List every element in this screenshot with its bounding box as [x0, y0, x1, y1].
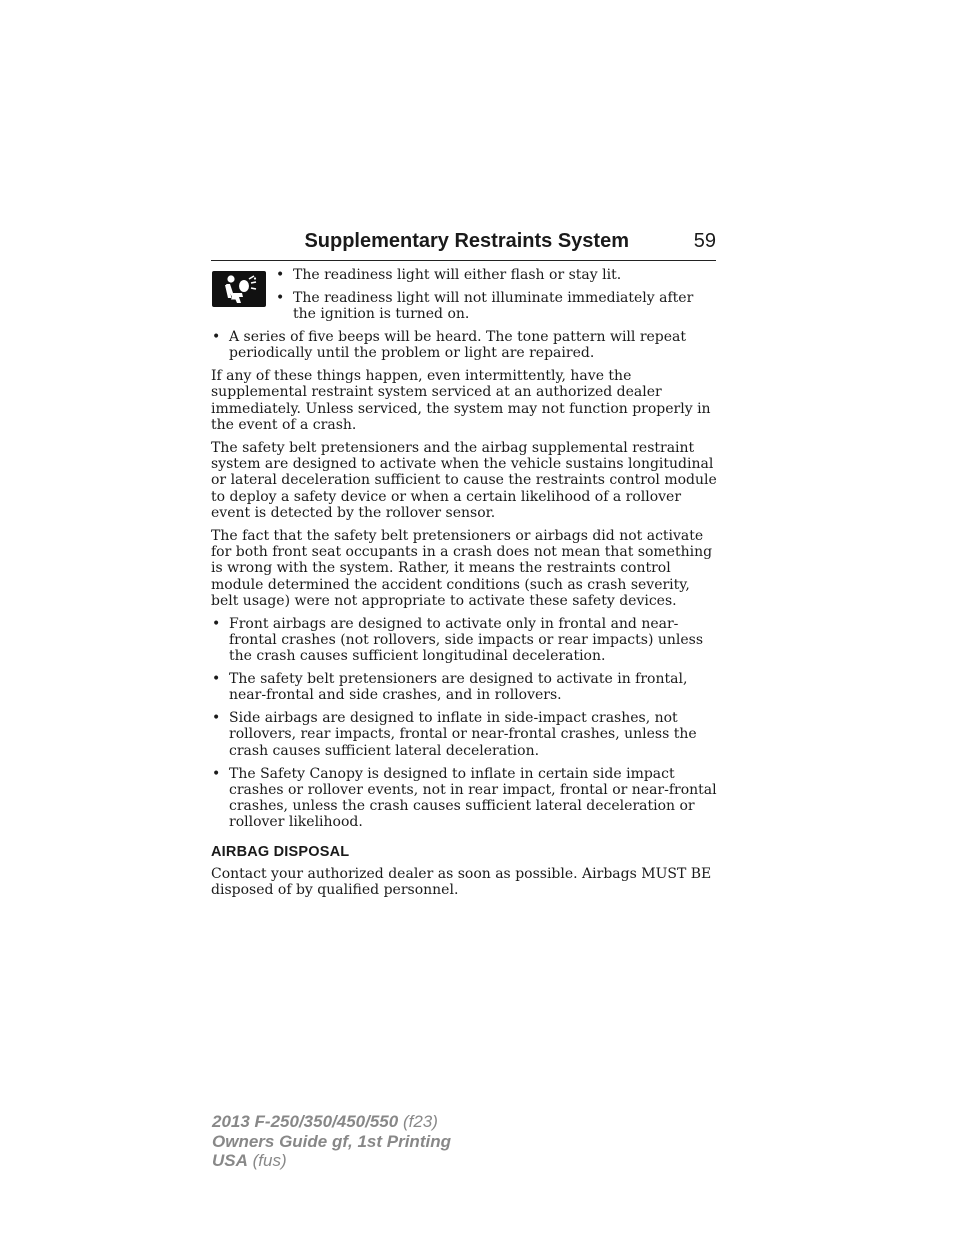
footer-guide: Owners Guide gf, 1st Printing	[212, 1131, 451, 1151]
list-item: • Front airbags are designed to activate only in frontal and near-frontal crashes (not rollovers, side impacts or rear impacts) unless the crash causes sufficient longitudinal deceleration.	[211, 616, 717, 665]
activation-list	[211, 616, 717, 831]
list-item: • The safety belt pretensioners are designed to activate in frontal, near-frontal and side crashes, and in rollovers.	[211, 671, 717, 704]
warning-light-block	[211, 267, 717, 322]
footer-model-code: (f23)	[402, 1112, 438, 1131]
page-content	[211, 267, 717, 905]
airbag-disposal-heading: AIRBAG DISPOSAL	[211, 843, 350, 860]
footer-line-guide	[212, 1132, 451, 1152]
footer-market: USA	[212, 1151, 248, 1170]
footer-line-market	[212, 1151, 451, 1171]
page-number: 59	[693, 230, 716, 252]
footer-market-code: (fus)	[252, 1151, 287, 1170]
list-item: • The readiness light will not illuminate immediately after the ignition is turned on.	[275, 290, 717, 323]
paragraph: The safety belt pretensioners and the airbag supplemental restraint system are designed to activate when the vehicle sustains longitudinal or lateral deceleration sufficient to cause the restraints control module to deploy a safety device or when a certain likelihood of a rollover event is detected by the rollover sensor.	[211, 439, 717, 521]
readiness-light-list	[211, 267, 717, 322]
airbag-disposal-text: Contact your authorized dealer as soon as possible. Airbags MUST BE disposed of by qualified personnel.	[211, 866, 712, 899]
beeps-list	[211, 329, 717, 362]
section-title: Supplementary Restraints System	[304, 230, 629, 252]
page-header	[211, 228, 716, 261]
paragraph: The fact that the safety belt pretensioners or airbags did not activate for both front seat occupants in a crash does not mean that something is wrong with the system. Rather, it means the restraints control module determined the accident conditions (such as crash severity, belt usage) were not appropriate to activate these safety devices.	[211, 527, 713, 609]
list-item: • A series of five beeps will be heard. The tone pattern will repeat periodically until the problem or light are repaired.	[211, 329, 717, 362]
list-item: • The readiness light will either flash or stay lit.	[275, 267, 717, 283]
page-footer	[212, 1112, 451, 1171]
footer-model: 2013 F-250/350/450/550	[212, 1112, 399, 1131]
list-item: • The Safety Canopy is designed to inflate in certain side impact crashes or rollover events, not in rear impact, frontal or near-frontal crashes, unless the crash causes sufficient lateral deceleration or rollover likelihood.	[211, 766, 717, 831]
footer-line-model	[212, 1112, 451, 1132]
airbag-warning-icon	[212, 271, 266, 307]
paragraph: If any of these things happen, even intermittently, have the supplemental restraint system serviced at an authorized dealer immediately. Unless serviced, the system may not function properly in the event of a crash.	[211, 367, 711, 433]
list-item: • Side airbags are designed to inflate in side-impact crashes, not rollovers, rear impacts, frontal or near-frontal crashes, unless the crash causes sufficient lateral deceleration.	[211, 710, 717, 759]
